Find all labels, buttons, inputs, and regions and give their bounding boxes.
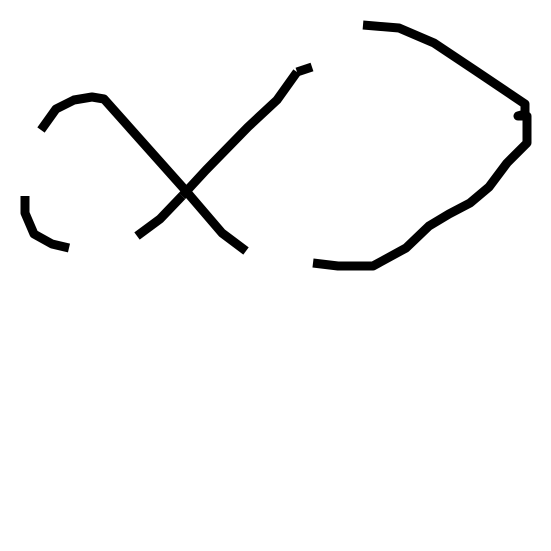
cross-main-diagonal-stroke-tail [297,67,312,72]
